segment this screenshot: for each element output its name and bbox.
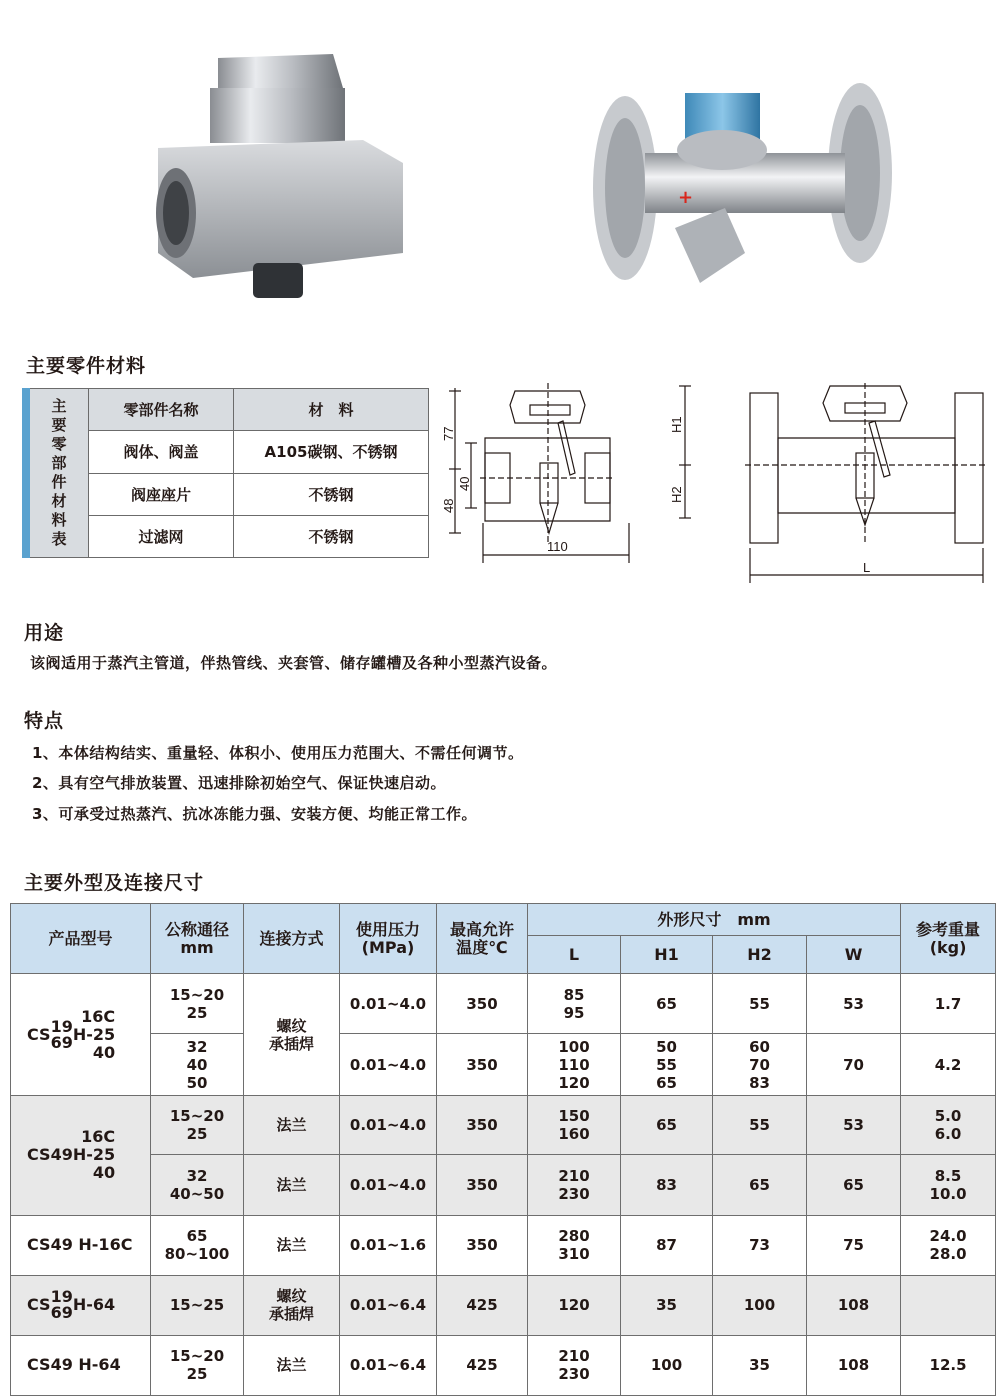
W-cell: 75	[807, 1215, 901, 1275]
temp-cell: 350	[437, 1034, 528, 1096]
dn-cell: 15~20 25	[151, 1335, 244, 1395]
dimensions-table	[10, 903, 996, 1396]
weight-cell: 1.7	[901, 974, 996, 1034]
temp-cell: 350	[437, 1155, 528, 1215]
dimensions-heading: 主要外型及连接尺寸	[24, 872, 205, 894]
pressure-cell: 0.01~6.4	[340, 1275, 437, 1335]
header-H1: H1	[621, 936, 713, 974]
L-cell: 150 160	[528, 1096, 621, 1155]
H2-cell: 35	[713, 1335, 807, 1395]
temp-cell: 350	[437, 1096, 528, 1155]
materials-col-material: 材 料	[234, 389, 429, 431]
temp-cell: 350	[437, 974, 528, 1034]
connection-cell: 法兰	[244, 1335, 340, 1395]
materials-table	[22, 388, 429, 558]
L-cell: 280 310	[528, 1215, 621, 1275]
model-cell: CS 19 69 H-64	[11, 1275, 151, 1335]
H1-cell: 65	[621, 974, 713, 1034]
dn-cell: 65 80~100	[151, 1215, 244, 1275]
connection-cell: 法兰	[244, 1215, 340, 1275]
materials-col-part: 零部件名称	[89, 389, 234, 431]
dim-77: 77	[441, 426, 456, 441]
usage-heading: 用途	[24, 622, 65, 644]
pressure-cell: 0.01~4.0	[340, 1034, 437, 1096]
pressure-cell: 0.01~1.6	[340, 1215, 437, 1275]
dn-cell: 32 40~50	[151, 1155, 244, 1215]
feature-item: 3、可承受过热蒸汽、抗冰冻能力强、安装方便、均能正常工作。	[32, 805, 477, 823]
weight-cell: 12.5	[901, 1335, 996, 1395]
weight-cell	[901, 1275, 996, 1335]
features-heading: 特点	[24, 710, 65, 732]
materials-cell: A105碳钢、不锈钢	[234, 431, 429, 473]
connection-cell: 法兰	[244, 1096, 340, 1155]
feature-item: 2、具有空气排放装置、迅速排除初始空气、保证快速启动。	[32, 774, 446, 792]
pressure-cell: 0.01~4.0	[340, 974, 437, 1034]
weight-cell: 24.0 28.0	[901, 1215, 996, 1275]
dn-cell: 15~20 25	[151, 974, 244, 1034]
H2-cell: 60 70 83	[713, 1034, 807, 1096]
materials-cell: 阀座座片	[89, 473, 234, 515]
H2-cell: 55	[713, 1096, 807, 1155]
dim-40: 40	[457, 476, 472, 491]
model-cell: CS49 16C H-25 40	[11, 1096, 151, 1215]
L-cell: 85 95	[528, 974, 621, 1034]
H2-cell: 55	[713, 974, 807, 1034]
pressure-cell: 0.01~6.4	[340, 1335, 437, 1395]
H1-cell: 100	[621, 1335, 713, 1395]
dim-48: 48	[441, 498, 456, 513]
header-size-group: 外形尺寸 mm	[528, 904, 901, 936]
header-W: W	[807, 936, 901, 974]
materials-heading: 主要零件材料	[26, 355, 147, 377]
header-H2: H2	[713, 936, 807, 974]
usage-text: 该阀适用于蒸汽主管道，伴热管线、夹套管、储存罐槽及各种小型蒸汽设备。	[30, 654, 558, 672]
materials-cell: 过滤网	[89, 515, 234, 557]
L-cell: 210 230	[528, 1155, 621, 1215]
H1-cell: 83	[621, 1155, 713, 1215]
H2-cell: 73	[713, 1215, 807, 1275]
header-L: L	[528, 936, 621, 974]
pressure-cell: 0.01~4.0	[340, 1096, 437, 1155]
weight-cell: 4.2	[901, 1034, 996, 1096]
flanged-trap-drawing	[665, 383, 985, 588]
weight-cell: 5.0 6.0	[901, 1096, 996, 1155]
temp-cell: 350	[437, 1215, 528, 1275]
flanged-steam-trap-photo	[590, 78, 900, 298]
H1-cell: 87	[621, 1215, 713, 1275]
dn-cell: 15~20 25	[151, 1096, 244, 1155]
header-connection: 连接方式	[244, 904, 340, 974]
W-cell: 70	[807, 1034, 901, 1096]
feature-item: 1、本体结构结实、重量轻、体积小、使用压力范围大、不需任何调节。	[32, 744, 524, 762]
temp-cell: 425	[437, 1335, 528, 1395]
threaded-steam-trap-photo	[148, 48, 413, 308]
dim-H1: H1	[669, 416, 684, 433]
H1-cell: 35	[621, 1275, 713, 1335]
materials-cell: 不锈钢	[234, 515, 429, 557]
materials-side-label: 主要零部件材料表	[26, 389, 89, 558]
header-model: 产品型号	[11, 904, 151, 974]
W-cell: 65	[807, 1155, 901, 1215]
H1-cell: 65	[621, 1096, 713, 1155]
H2-cell: 65	[713, 1155, 807, 1215]
connection-cell: 螺纹 承插焊	[244, 1275, 340, 1335]
dim-H2: H2	[669, 486, 684, 503]
L-cell: 120	[528, 1275, 621, 1335]
weight-cell: 8.5 10.0	[901, 1155, 996, 1215]
pressure-cell: 0.01~4.0	[340, 1155, 437, 1215]
W-cell: 53	[807, 974, 901, 1034]
materials-cell: 阀体、阀盖	[89, 431, 234, 473]
header-temperature: 最高允许 温度℃	[437, 904, 528, 974]
temp-cell: 425	[437, 1275, 528, 1335]
L-cell: 100 110 120	[528, 1034, 621, 1096]
W-cell: 53	[807, 1096, 901, 1155]
materials-cell: 不锈钢	[234, 473, 429, 515]
W-cell: 108	[807, 1335, 901, 1395]
header-weight: 参考重量 (kg)	[901, 904, 996, 974]
model-cell: CS 19 69 16C H-25 40	[11, 974, 151, 1096]
dim-L: L	[863, 560, 871, 575]
H2-cell: 100	[713, 1275, 807, 1335]
header-dn: 公称通径 mm	[151, 904, 244, 974]
dn-cell: 15~25	[151, 1275, 244, 1335]
connection-cell: 螺纹 承插焊	[244, 974, 340, 1096]
model-cell: CS49 H-16C	[11, 1215, 151, 1275]
H1-cell: 50 55 65	[621, 1034, 713, 1096]
dim-110: 110	[547, 539, 568, 554]
threaded-trap-drawing	[435, 383, 645, 583]
connection-cell: 法兰	[244, 1155, 340, 1215]
header-pressure: 使用压力 (MPa)	[340, 904, 437, 974]
dn-cell: 32 40 50	[151, 1034, 244, 1096]
L-cell: 210 230	[528, 1335, 621, 1395]
svg-text:+: +	[678, 187, 694, 208]
W-cell: 108	[807, 1275, 901, 1335]
model-cell: CS49 H-64	[11, 1335, 151, 1395]
